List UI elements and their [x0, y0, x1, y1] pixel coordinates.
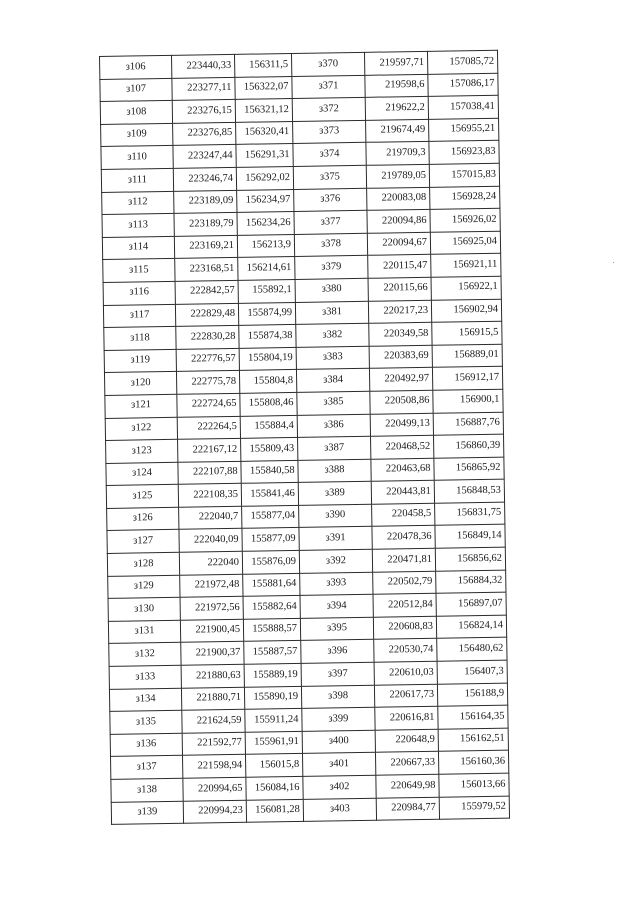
y-coord-left-cell: 156292,02 [236, 166, 293, 189]
x-coord-right-cell: 219789,05 [366, 164, 429, 188]
y-coord-left-cell: 155840,58 [241, 460, 298, 483]
y-coord-left-cell: 155889,19 [244, 663, 301, 686]
x-coord-left-cell: 222776,57 [176, 348, 239, 372]
point-id-right-cell: з394 [300, 595, 373, 619]
x-coord-left-cell: 220994,65 [183, 777, 246, 801]
point-id-right-cell: з391 [299, 527, 372, 551]
y-coord-right-cell: 156925,04 [430, 231, 500, 255]
point-id-left-cell: з135 [110, 710, 182, 734]
point-id-left-cell: з117 [103, 304, 175, 328]
point-id-left-cell: з139 [111, 801, 183, 825]
y-coord-left-cell: 156320,41 [236, 121, 293, 144]
point-id-right-cell: з389 [298, 482, 371, 506]
point-id-right-cell: з377 [294, 210, 367, 234]
x-coord-left-cell: 222842,57 [175, 280, 238, 304]
point-id-right-cell: з375 [293, 165, 366, 189]
x-coord-right-cell: 220508,86 [370, 390, 433, 414]
point-id-right-cell: з376 [294, 188, 367, 212]
point-id-left-cell: з119 [104, 349, 176, 373]
point-id-right-cell: з402 [303, 775, 376, 799]
y-coord-right-cell: 156915,5 [432, 321, 502, 345]
x-coord-right-cell: 220492,97 [369, 368, 432, 392]
x-coord-right-cell: 220648,9 [375, 729, 438, 753]
point-id-left-cell: з109 [101, 123, 173, 147]
point-id-left-cell: з115 [103, 259, 175, 283]
y-coord-right-cell: 156848,53 [434, 479, 504, 503]
point-id-left-cell: з130 [108, 598, 180, 622]
y-coord-left-cell: 156214,61 [238, 257, 295, 280]
y-coord-left-cell: 155911,24 [245, 709, 302, 732]
y-coord-left-cell: 155888,57 [243, 618, 300, 641]
x-coord-right-cell: 220530,74 [374, 639, 437, 663]
x-coord-left-cell: 222830,28 [176, 325, 239, 349]
point-id-left-cell: з125 [106, 485, 178, 509]
point-id-right-cell: з383 [296, 346, 369, 370]
point-id-left-cell: з123 [106, 439, 178, 463]
x-coord-right-cell: 220610,03 [374, 661, 437, 685]
x-coord-right-cell: 220115,66 [368, 277, 431, 301]
x-coord-right-cell: 219709,3 [366, 142, 429, 166]
y-coord-left-cell: 155874,99 [238, 302, 295, 325]
point-id-right-cell: з390 [299, 504, 372, 528]
y-coord-right-cell: 156860,39 [434, 434, 504, 458]
coordinates-table-wrap [99, 50, 509, 825]
scan-speck [613, 262, 614, 263]
y-coord-right-cell: 156902,94 [431, 299, 501, 323]
x-coord-right-cell: 220083,08 [367, 187, 430, 211]
y-coord-right-cell: 157085,72 [427, 50, 497, 74]
y-coord-right-cell: 156188,9 [437, 683, 507, 707]
point-id-right-cell: з382 [296, 323, 369, 347]
y-coord-right-cell: 156824,14 [436, 615, 506, 639]
y-coord-left-cell: 155874,38 [239, 325, 296, 348]
y-coord-left-cell: 155804,8 [239, 370, 296, 393]
y-coord-right-cell: 156926,02 [430, 208, 500, 232]
point-id-left-cell: з114 [102, 236, 174, 260]
x-coord-right-cell: 220478,36 [372, 526, 435, 550]
x-coord-left-cell: 222264,5 [177, 416, 240, 440]
x-coord-right-cell: 220471,81 [372, 548, 435, 572]
point-id-right-cell: з396 [301, 640, 374, 664]
x-coord-left-cell: 222040,7 [179, 506, 242, 530]
point-id-left-cell: з112 [102, 191, 174, 215]
x-coord-left-cell: 221624,59 [182, 710, 245, 734]
y-coord-right-cell: 156480,62 [437, 638, 507, 662]
y-coord-left-cell: 156213,9 [237, 234, 294, 257]
point-id-right-cell: з393 [300, 572, 373, 596]
x-coord-left-cell: 223169,21 [174, 235, 237, 259]
point-id-left-cell: з121 [105, 394, 177, 418]
y-coord-right-cell: 156928,24 [430, 186, 500, 210]
point-id-right-cell: з398 [301, 685, 374, 709]
point-id-right-cell: з384 [296, 369, 369, 393]
x-coord-left-cell: 223276,85 [173, 122, 236, 146]
point-id-right-cell: з388 [298, 459, 371, 483]
point-id-left-cell: з111 [101, 168, 173, 192]
point-id-right-cell: з399 [302, 707, 375, 731]
point-id-left-cell: з118 [104, 326, 176, 350]
point-id-left-cell: з138 [111, 778, 183, 802]
point-id-left-cell: з124 [106, 462, 178, 486]
point-id-left-cell: з107 [100, 78, 172, 102]
x-coord-right-cell: 220667,33 [375, 752, 438, 776]
y-coord-left-cell: 155887,57 [244, 641, 301, 664]
x-coord-right-cell: 220502,79 [373, 571, 436, 595]
point-id-right-cell: з387 [298, 436, 371, 460]
x-coord-left-cell: 221880,63 [181, 664, 244, 688]
y-coord-left-cell: 155876,09 [242, 550, 299, 573]
y-coord-right-cell: 157038,41 [428, 95, 498, 119]
x-coord-right-cell: 220383,69 [369, 345, 432, 369]
x-coord-left-cell: 223276,15 [172, 100, 235, 124]
x-coord-right-cell: 220608,83 [373, 616, 436, 640]
y-coord-left-cell: 156081,28 [246, 799, 303, 822]
point-id-right-cell: з371 [292, 75, 365, 99]
point-id-right-cell: з392 [299, 549, 372, 573]
y-coord-left-cell: 155809,43 [241, 438, 298, 461]
x-coord-right-cell: 220512,84 [373, 594, 436, 618]
y-coord-right-cell: 156897,07 [436, 592, 506, 616]
point-id-right-cell: з374 [293, 143, 366, 167]
x-coord-right-cell: 220649,98 [376, 774, 439, 798]
x-coord-left-cell: 223189,79 [174, 213, 237, 237]
x-coord-right-cell: 219674,49 [366, 119, 429, 143]
point-id-left-cell: з126 [107, 507, 179, 531]
y-coord-right-cell: 156955,21 [429, 118, 499, 142]
y-coord-right-cell: 156887,76 [433, 412, 503, 436]
y-coord-left-cell: 155804,19 [239, 347, 296, 370]
point-id-left-cell: з136 [110, 733, 182, 757]
point-id-right-cell: з379 [295, 256, 368, 280]
y-coord-left-cell: 155890,19 [244, 686, 301, 709]
point-id-left-cell: з122 [105, 417, 177, 441]
x-coord-left-cell: 222107,88 [178, 461, 241, 485]
x-coord-left-cell: 221972,56 [180, 597, 243, 621]
point-id-left-cell: з129 [108, 575, 180, 599]
y-coord-left-cell: 156321,12 [235, 99, 292, 122]
x-coord-left-cell: 221972,48 [180, 574, 243, 598]
point-id-right-cell: з397 [301, 662, 374, 686]
y-coord-right-cell: 155979,52 [439, 796, 509, 820]
y-coord-left-cell: 155882,64 [243, 596, 300, 619]
point-id-left-cell: з128 [107, 552, 179, 576]
x-coord-right-cell: 220617,73 [374, 684, 437, 708]
x-coord-right-cell: 220349,58 [369, 322, 432, 346]
point-id-right-cell: з385 [297, 391, 370, 415]
table-row [111, 796, 509, 825]
y-coord-left-cell: 156084,16 [246, 776, 303, 799]
x-coord-left-cell: 222167,12 [178, 438, 241, 462]
y-coord-left-cell: 155884,4 [240, 415, 297, 438]
x-coord-left-cell: 222040 [179, 551, 242, 575]
point-id-left-cell: з131 [108, 620, 180, 644]
y-coord-right-cell: 156921,11 [431, 254, 501, 278]
y-coord-left-cell: 156311,5 [234, 53, 291, 76]
x-coord-left-cell: 223168,51 [175, 258, 238, 282]
point-id-right-cell: з372 [292, 98, 365, 122]
y-coord-left-cell: 155961,91 [245, 731, 302, 754]
point-id-left-cell: з134 [109, 688, 181, 712]
y-coord-right-cell: 156831,75 [435, 502, 505, 526]
point-id-right-cell: з400 [302, 730, 375, 754]
x-coord-left-cell: 222108,35 [178, 484, 241, 508]
y-coord-right-cell: 156164,35 [438, 705, 508, 729]
y-coord-right-cell: 156889,01 [432, 344, 502, 368]
x-coord-right-cell: 220468,52 [371, 435, 434, 459]
point-id-right-cell: з401 [302, 753, 375, 777]
y-coord-left-cell: 156234,97 [237, 189, 294, 212]
point-id-left-cell: з137 [111, 756, 183, 780]
x-coord-left-cell: 223440,33 [171, 54, 234, 78]
point-id-left-cell: з106 [100, 55, 172, 79]
x-coord-left-cell: 222829,48 [175, 303, 238, 327]
coordinates-table-body [100, 50, 510, 824]
y-coord-left-cell: 156291,31 [236, 144, 293, 167]
y-coord-left-cell: 155881,64 [243, 573, 300, 596]
coordinates-table [99, 50, 510, 825]
point-id-left-cell: з127 [107, 530, 179, 554]
x-coord-right-cell: 220115,47 [368, 255, 431, 279]
y-coord-left-cell: 156015,8 [245, 754, 302, 777]
x-coord-left-cell: 222775,78 [176, 371, 239, 395]
y-coord-right-cell: 156013,66 [439, 773, 509, 797]
point-id-left-cell: з113 [102, 213, 174, 237]
point-id-right-cell: з378 [294, 233, 367, 257]
y-coord-right-cell: 156912,17 [432, 367, 502, 391]
x-coord-left-cell: 221900,37 [181, 642, 244, 666]
x-coord-left-cell: 223246,74 [173, 167, 236, 191]
x-coord-right-cell: 220217,23 [368, 300, 431, 324]
x-coord-right-cell: 219622,2 [365, 97, 428, 121]
point-id-left-cell: з110 [101, 146, 173, 170]
x-coord-left-cell: 223189,09 [174, 190, 237, 214]
x-coord-left-cell: 223247,44 [173, 145, 236, 169]
y-coord-right-cell: 156849,14 [435, 525, 505, 549]
y-coord-left-cell: 155808,46 [240, 392, 297, 415]
x-coord-right-cell: 220616,81 [375, 706, 438, 730]
x-coord-right-cell: 220499,13 [370, 413, 433, 437]
y-coord-left-cell: 156234,26 [237, 212, 294, 235]
x-coord-left-cell: 222724,65 [177, 393, 240, 417]
x-coord-right-cell: 219597,71 [364, 51, 427, 75]
point-id-left-cell: з132 [109, 643, 181, 667]
x-coord-right-cell: 220984,77 [376, 797, 439, 821]
x-coord-right-cell: 220443,81 [371, 481, 434, 505]
point-id-right-cell: з373 [293, 120, 366, 144]
x-coord-left-cell: 221598,94 [183, 755, 246, 779]
point-id-right-cell: з381 [295, 301, 368, 325]
y-coord-right-cell: 156923,83 [429, 141, 499, 165]
y-coord-right-cell: 156865,92 [434, 457, 504, 481]
point-id-left-cell: з116 [103, 281, 175, 305]
y-coord-right-cell: 157015,83 [429, 163, 499, 187]
y-coord-left-cell: 155892,1 [238, 279, 295, 302]
point-id-left-cell: з108 [100, 101, 172, 125]
x-coord-right-cell: 220458,5 [372, 503, 435, 527]
y-coord-right-cell: 156884,32 [436, 570, 506, 594]
x-coord-right-cell: 220463,68 [371, 458, 434, 482]
y-coord-right-cell: 156900,1 [433, 389, 503, 413]
point-id-right-cell: з386 [297, 414, 370, 438]
y-coord-left-cell: 155841,46 [241, 483, 298, 506]
point-id-right-cell: з380 [295, 278, 368, 302]
x-coord-left-cell: 221592,77 [182, 732, 245, 756]
x-coord-right-cell: 220094,86 [367, 209, 430, 233]
point-id-right-cell: з370 [291, 52, 364, 76]
x-coord-left-cell: 221880,71 [181, 687, 244, 711]
point-id-left-cell: з120 [104, 372, 176, 396]
point-id-right-cell: з403 [303, 798, 376, 822]
x-coord-left-cell: 220994,23 [183, 800, 246, 824]
y-coord-right-cell: 156922,1 [431, 276, 501, 300]
x-coord-left-cell: 223277,11 [172, 77, 235, 101]
x-coord-left-cell: 222040,09 [179, 529, 242, 553]
x-coord-left-cell: 221900,45 [180, 619, 243, 643]
y-coord-right-cell: 156856,62 [435, 547, 505, 571]
y-coord-right-cell: 156162,51 [438, 728, 508, 752]
point-id-left-cell: з133 [109, 665, 181, 689]
y-coord-left-cell: 155877,09 [242, 528, 299, 551]
y-coord-left-cell: 156322,07 [235, 76, 292, 99]
x-coord-right-cell: 219598,6 [365, 74, 428, 98]
y-coord-right-cell: 156407,3 [437, 660, 507, 684]
x-coord-right-cell: 220094,67 [367, 232, 430, 256]
y-coord-right-cell: 157086,17 [428, 73, 498, 97]
y-coord-left-cell: 155877,04 [242, 505, 299, 528]
point-id-right-cell: з395 [300, 617, 373, 641]
y-coord-right-cell: 156160,36 [438, 751, 508, 775]
